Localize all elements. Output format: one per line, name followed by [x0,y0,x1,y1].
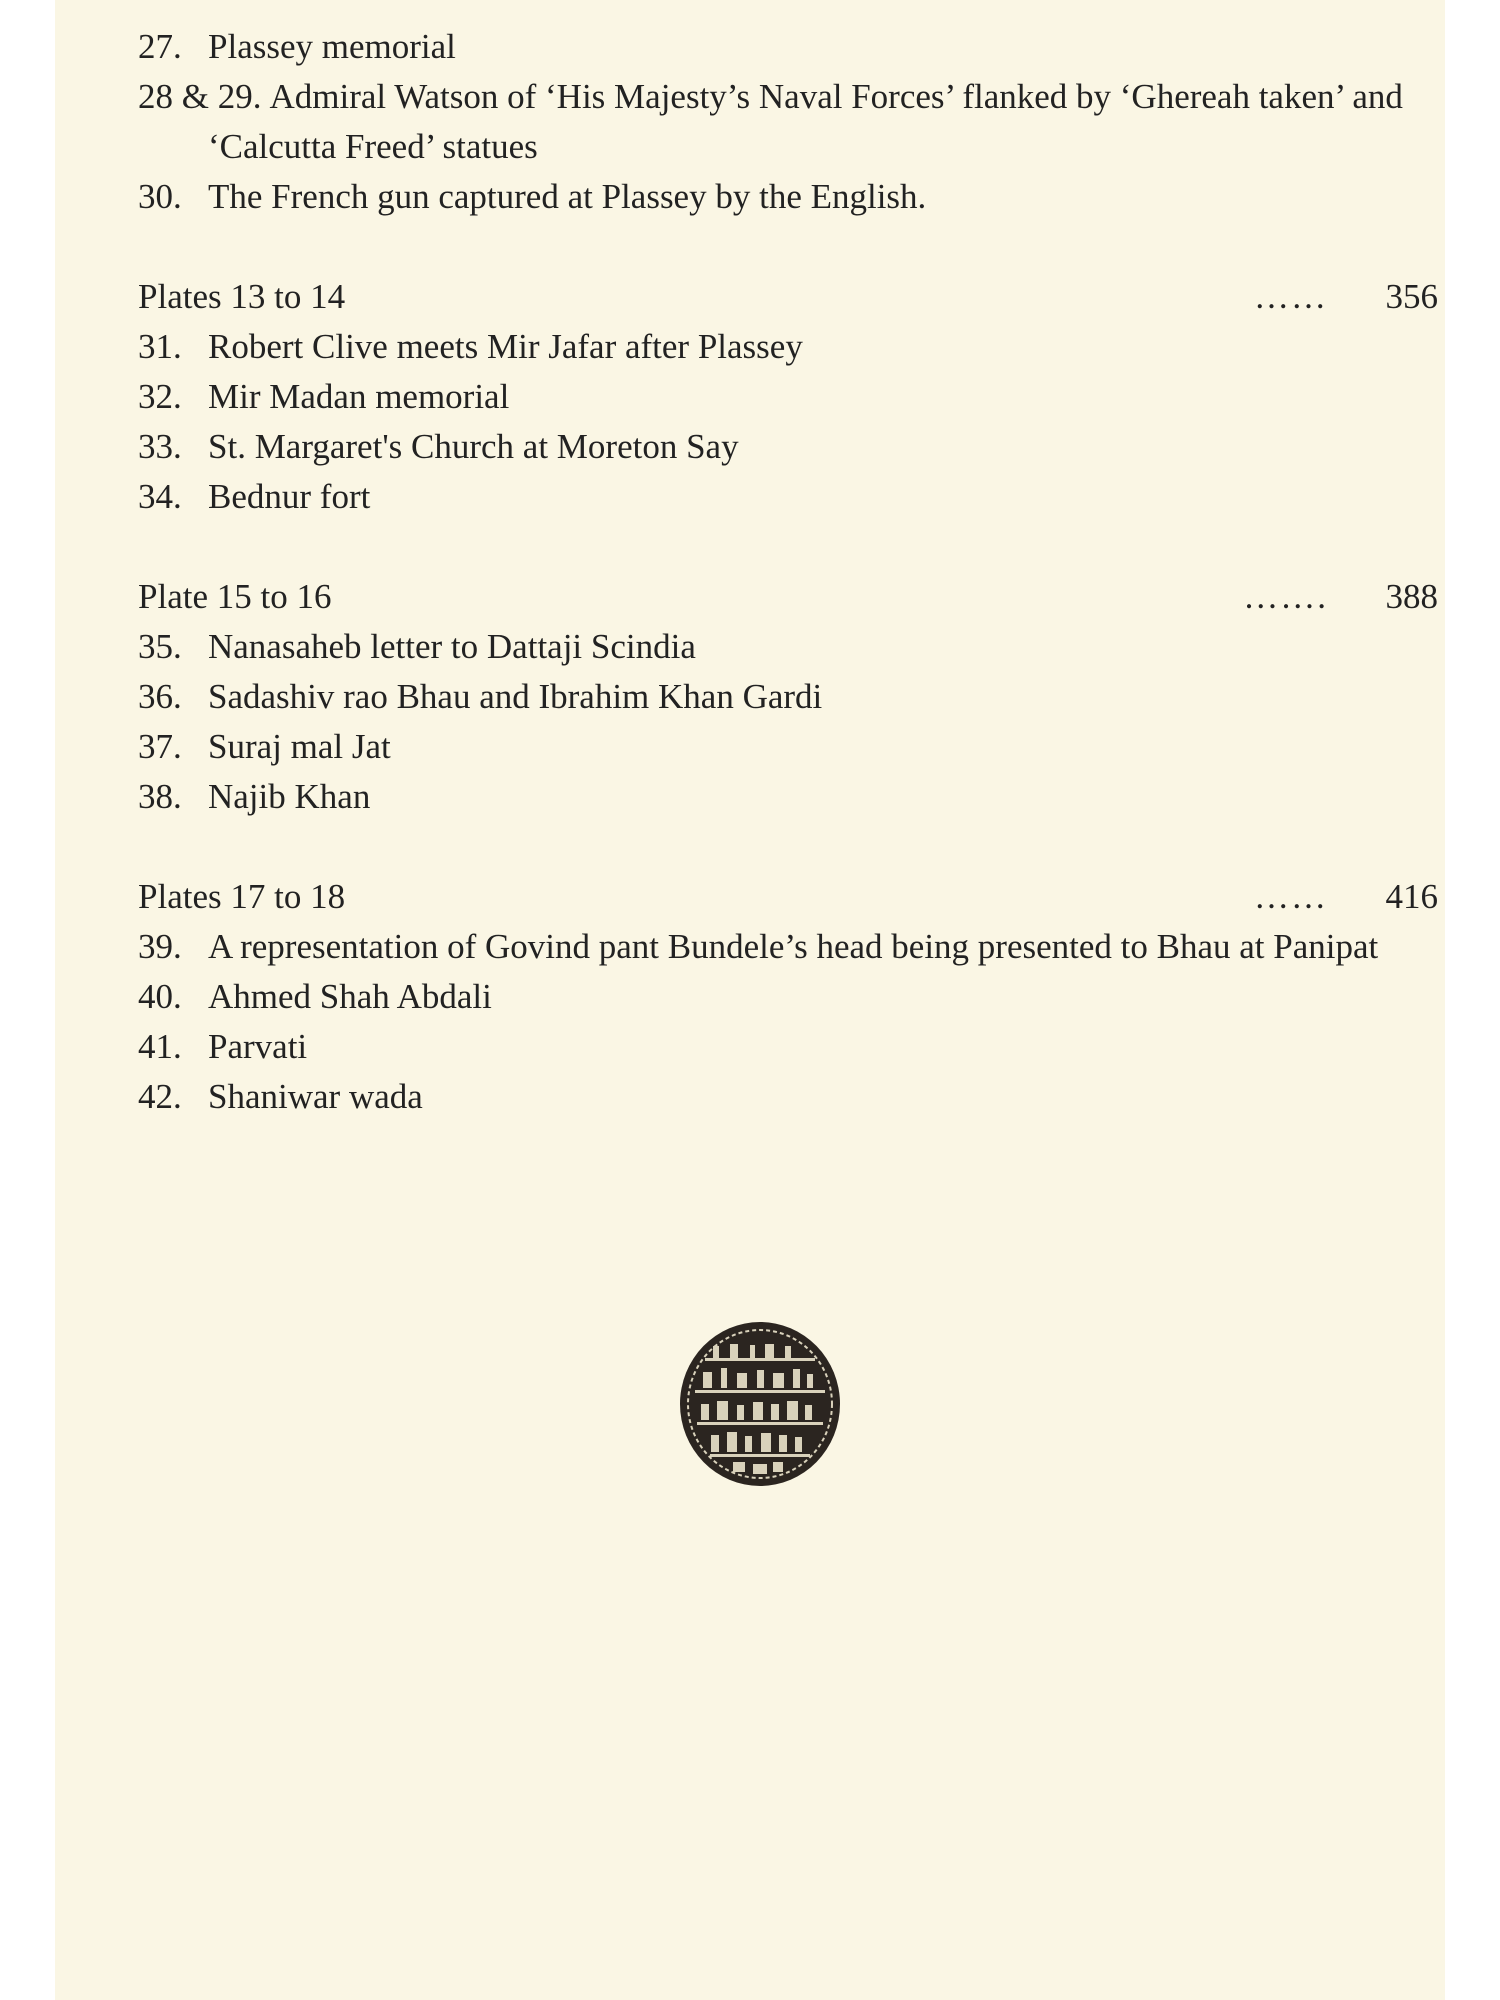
royal-seal-icon [675,1318,845,1490]
page-number: 416 [1385,877,1438,916]
item-number: 39. [138,927,182,966]
item-number: 35. [138,627,182,666]
plates-label: Plates 13 to 14 [138,277,346,316]
item-caption: Sadashiv rao Bhau and Ibrahim Khan Gardi [208,677,823,716]
item-number: 28 & 29. [138,77,262,116]
item-number: 34. [138,477,182,516]
list-item [138,1072,1438,1122]
item-number: 33. [138,427,182,466]
item-caption: Plassey memorial [208,27,456,66]
list-item [138,372,1438,422]
item-caption: The French gun captured at Plassey by the English. [208,177,927,216]
plates-heading [138,572,1438,622]
list-item [138,972,1438,1022]
item-number: 36. [138,677,182,716]
item-caption: Robert Clive meets Mir Jafar after Plassey [208,327,803,366]
item-caption: St. Margaret's Church at Moreton Say [208,427,739,466]
item-number: 40. [138,977,182,1016]
list-item [138,472,1438,522]
item-caption: Admiral Watson of ‘His Majesty’s Naval Forces’ flanked by ‘Ghereah taken’ and ‘Calcutta Freed’ statues [208,77,1403,166]
list-item [138,722,1438,772]
list-item [138,422,1438,472]
list-item [138,172,1438,222]
item-number: 32. [138,377,182,416]
plates-heading [138,272,1438,322]
list-item [138,622,1438,672]
item-number: 41. [138,1027,182,1066]
item-caption: Nanasaheb letter to Dattaji Scindia [208,627,696,666]
plates-label: Plate 15 to 16 [138,577,332,616]
item-caption: Mir Madan memorial [208,377,510,416]
page-number: 388 [1385,577,1438,616]
page-number: 356 [1385,277,1438,316]
item-number: 30. [138,177,182,216]
item-caption: Najib Khan [208,777,371,816]
item-number: 31. [138,327,182,366]
item-caption: A representation of Govind pant Bundele’s head being presented to Bhau at Panipat [208,927,1379,966]
item-number: 37. [138,727,182,766]
list-item [138,72,1438,172]
list-item [138,672,1438,722]
plates-label: Plates 17 to 18 [138,877,346,916]
book-page [55,0,1445,2000]
list-item [138,772,1438,822]
item-caption: Shaniwar wada [208,1077,423,1116]
list-item [138,922,1438,972]
item-caption: Bednur fort [208,477,371,516]
item-caption: Parvati [208,1027,308,1066]
list-item [138,322,1438,372]
list-item [138,1022,1438,1072]
list-item [138,22,1438,72]
item-number: 42. [138,1077,182,1116]
item-number: 38. [138,777,182,816]
item-caption: Suraj mal Jat [208,727,391,766]
plates-heading [138,872,1438,922]
leader-dots: …… [1254,877,1328,916]
leader-dots: …… [1254,277,1328,316]
item-number: 27. [138,27,182,66]
leader-dots: ……. [1243,577,1328,616]
list-of-plates [138,22,1438,1122]
item-caption: Ahmed Shah Abdali [208,977,492,1016]
